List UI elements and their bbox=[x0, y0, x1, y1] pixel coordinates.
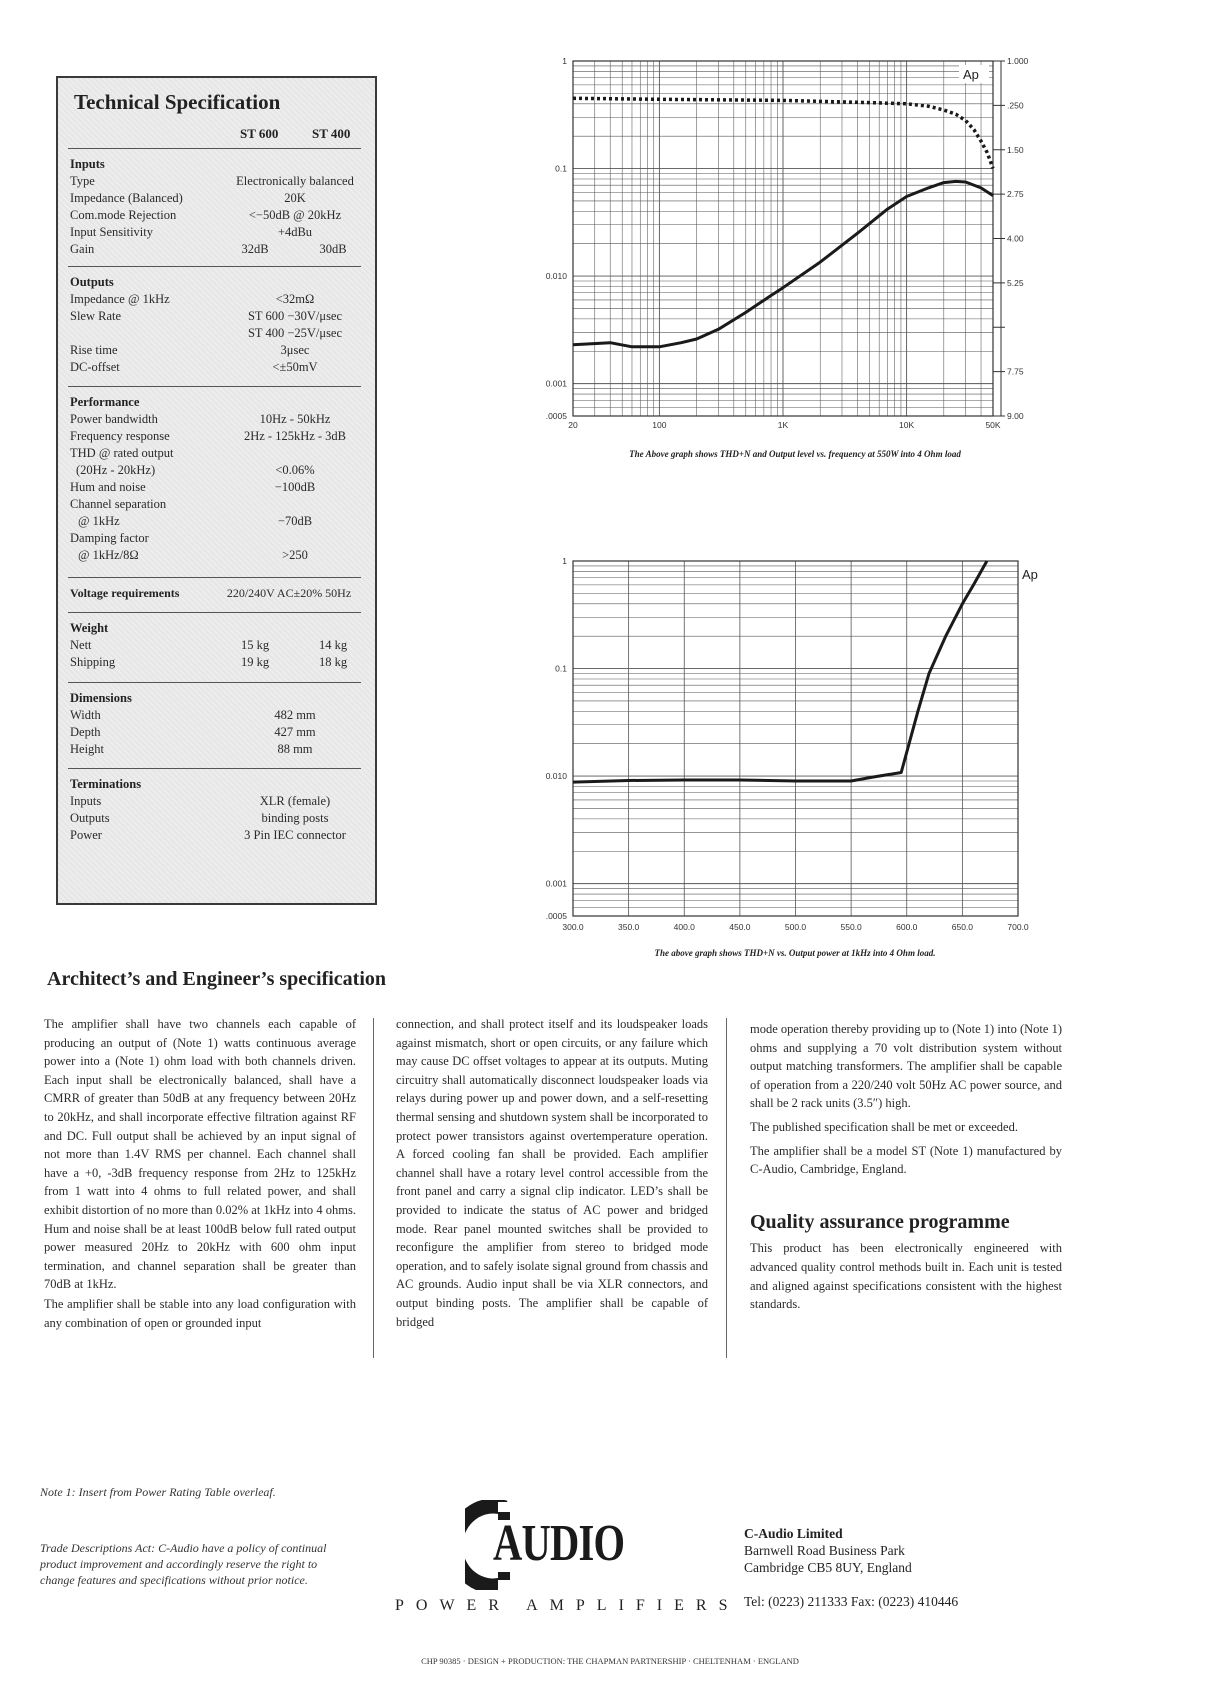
spec-row bbox=[70, 479, 363, 496]
note-1: Note 1: Insert from Power Rating Table overleaf. bbox=[40, 1485, 276, 1499]
y-tick-label: 0.1 bbox=[555, 663, 567, 674]
spec-section-inputs bbox=[70, 156, 363, 258]
section-heading: Inputs bbox=[70, 157, 105, 171]
spec-label: Inputs bbox=[70, 794, 102, 808]
x-tick-label: 450.0 bbox=[729, 922, 751, 932]
section-heading: Dimensions bbox=[70, 691, 132, 705]
spec-label: Com.mode Rejection bbox=[70, 208, 177, 222]
spec-value: <32mΩ bbox=[275, 292, 315, 306]
spec-value: >250 bbox=[282, 548, 308, 562]
spec-row bbox=[70, 241, 363, 258]
logo-text: AUDIO bbox=[493, 1515, 625, 1572]
architect-column-2 bbox=[396, 1015, 708, 1336]
secondary-y-tick-label: 1.50 bbox=[1007, 144, 1024, 155]
c-audio-logo bbox=[465, 1500, 635, 1590]
production-credit: CHP 90385 · DESIGN + PRODUCTION: THE CHAPMAN PARTNERSHIP · CHELTENHAM · ENGLAND bbox=[421, 1656, 799, 1666]
spec-row bbox=[70, 224, 363, 241]
spec-label: Channel separation bbox=[70, 497, 167, 511]
spec-label: Impedance @ 1kHz bbox=[70, 292, 170, 306]
divider bbox=[68, 386, 361, 387]
spec-value: 2Hz - 125kHz - 3dB bbox=[243, 429, 347, 443]
chart-caption: The Above graph shows THD+N and Output level vs. frequency at 550W into 4 Ohm load bbox=[629, 449, 961, 459]
company-address bbox=[744, 1525, 958, 1610]
y-tick-label: .0005 bbox=[545, 411, 567, 421]
spec-row bbox=[70, 173, 363, 190]
spec-row bbox=[70, 827, 363, 844]
spec-label: Height bbox=[70, 742, 105, 756]
thd-vs-frequency-plot bbox=[535, 55, 1055, 435]
y-tick-label: 0.001 bbox=[545, 378, 567, 389]
x-tick-label: 300.0 bbox=[562, 922, 584, 932]
thd-vs-frequency-chart bbox=[535, 55, 1055, 459]
spec-row bbox=[70, 359, 363, 376]
spec-value: 220/240V AC±20% 50Hz bbox=[226, 586, 352, 600]
divider bbox=[68, 682, 361, 683]
spec-label: @ 1kHz/8Ω bbox=[78, 548, 139, 562]
paragraph: connection, and shall protect itself and its loudspeaker loads against mismatch, short or open circuits, or any failure which may cause DC offset voltages to appear at its outputs. Muting circuitry shall automatically disconnect loudspeaker loads via relays during power up and power down, and a self-resetting thermal sensing and shutdown system shall be incorporated to protect power transistors against overtemperature operation. A forced cooling fan shall be provided. Each amplifier channel shall have a rotary level control accessible from the front panel and carry a signal clip indicator. LED’s shall be provided to indicate the status of AC power and bridged mode. Rear panel mounted switches shall be provided to reconfigure the amplifier from stereo to bridged mode operation, and to safely isolate signal ground from chassis and AC grounds. Audio input shall be via XLR connectors, and output binding posts. The amplifier shall be capable of bridged bbox=[396, 1017, 708, 1329]
paragraph: This product has been electronically engineered with advanced quality control methods built in. Each unit is tested and aligned against specifications consistent with the highest standards. bbox=[750, 1241, 1062, 1312]
spec-value-st600: 32dB bbox=[241, 242, 269, 256]
architect-column-1 bbox=[44, 1015, 356, 1337]
spec-label: Nett bbox=[70, 638, 92, 652]
spec-value: 482 mm bbox=[274, 708, 316, 722]
section-heading: Weight bbox=[70, 621, 109, 635]
spec-row bbox=[70, 793, 363, 810]
secondary-y-tick-label: 1.000 bbox=[1007, 56, 1029, 66]
contact-numbers: Tel: (0223) 211333 Fax: (0223) 410446 bbox=[744, 1594, 959, 1609]
spec-row bbox=[70, 530, 363, 547]
technical-specification-panel bbox=[56, 76, 377, 905]
secondary-y-tick-label: 7.75 bbox=[1007, 366, 1024, 377]
paragraph: mode operation thereby providing up to (Note 1) into (Note 1) ohms and supplying a 70 volt distribution system without output matching transformers. The amplifier shall be capable of operation from a 220/240 volt 50Hz AC power source, and shall be 2 rack units (3.5″) high. bbox=[750, 1022, 1062, 1111]
x-tick-label: 650.0 bbox=[951, 922, 974, 932]
spec-label: Impedance (Balanced) bbox=[70, 191, 183, 205]
spec-section-performance bbox=[70, 394, 363, 564]
spec-row bbox=[70, 513, 363, 530]
company-name: C-Audio Limited bbox=[744, 1526, 843, 1541]
spec-label: (20Hz - 20kHz) bbox=[76, 463, 156, 477]
spec-label: Damping factor bbox=[70, 531, 149, 545]
spec-row bbox=[70, 462, 363, 479]
quality-assurance-heading: Quality assurance programme bbox=[750, 1210, 1010, 1233]
spec-value: binding posts bbox=[261, 811, 329, 825]
divider bbox=[68, 148, 361, 149]
divider bbox=[68, 577, 361, 578]
paragraph: The amplifier shall be a model ST (Note 1) manufactured by C-Audio, Cambridge, England. bbox=[750, 1143, 1062, 1177]
spec-value: <−50dB @ 20kHz bbox=[248, 208, 342, 222]
spec-row bbox=[70, 496, 363, 513]
spec-label: Hum and noise bbox=[70, 480, 146, 494]
x-tick-label: 550.0 bbox=[840, 922, 862, 932]
spec-value: <±50mV bbox=[272, 360, 318, 374]
secondary-y-tick-label: 4.00 bbox=[1007, 233, 1024, 244]
paragraph: The published specification shall be met or exceeded. bbox=[750, 1119, 1018, 1134]
x-tick-label: 350.0 bbox=[617, 922, 640, 932]
spec-section-outputs bbox=[70, 274, 363, 376]
spec-value-st600: 15 kg bbox=[240, 638, 270, 652]
spec-row bbox=[70, 654, 363, 671]
x-tick-label: 400.0 bbox=[673, 922, 695, 932]
spec-title: Technical Specification bbox=[74, 90, 281, 114]
spec-value: 3 Pin IEC connector bbox=[244, 828, 346, 842]
spec-label: Power bbox=[70, 828, 102, 842]
spec-row bbox=[70, 428, 363, 445]
series-line-thd-n bbox=[573, 561, 987, 782]
spec-value-st400: 14 kg bbox=[318, 638, 348, 652]
y-tick-label: 0.1 bbox=[555, 163, 567, 174]
trade-descriptions-note: Trade Descriptions Act: C-Audio have a policy of continual product improvement and accordingly reserve the right to change features and specifications without prior notice. bbox=[40, 1541, 327, 1587]
x-tick-label: 700.0 bbox=[1007, 922, 1029, 932]
address-line-2: Cambridge CB5 8UY, England bbox=[744, 1560, 912, 1575]
tagline: POWER AMPLIFIERS bbox=[395, 1597, 740, 1614]
x-tick-label: 100 bbox=[652, 420, 667, 430]
spec-label: Power bandwidth bbox=[70, 412, 158, 426]
spec-value: 3μsec bbox=[280, 343, 310, 357]
spec-section-voltage bbox=[70, 585, 363, 602]
spec-value: −100dB bbox=[274, 480, 316, 494]
section-heading: Outputs bbox=[70, 275, 114, 289]
column-divider bbox=[726, 1018, 727, 1358]
y-tick-label: 0.010 bbox=[545, 271, 567, 282]
spec-value: XLR (female) bbox=[259, 794, 331, 808]
secondary-y-tick-label: 9.00 bbox=[1007, 411, 1024, 421]
spec-label: Width bbox=[70, 708, 101, 722]
spec-value: 88 mm bbox=[277, 742, 313, 756]
x-tick-label: 10K bbox=[899, 420, 915, 430]
x-tick-label: 600.0 bbox=[896, 922, 918, 932]
spec-row bbox=[70, 707, 363, 724]
spec-value: −70dB bbox=[277, 514, 313, 528]
x-tick-label: 20 bbox=[568, 420, 578, 430]
spec-label: @ 1kHz bbox=[78, 514, 120, 528]
spec-label: Slew Rate bbox=[70, 309, 122, 323]
column-header-st600: ST 600 bbox=[240, 126, 279, 141]
spec-value-st400: 18 kg bbox=[318, 655, 348, 669]
spec-section-weight bbox=[70, 620, 363, 671]
spec-label: DC-offset bbox=[70, 360, 120, 374]
spec-value-st400: 30dB bbox=[319, 242, 347, 256]
spec-row bbox=[70, 445, 363, 462]
secondary-y-tick-label: 5.25 bbox=[1007, 277, 1024, 288]
spec-value: <0.06% bbox=[275, 463, 315, 477]
column-divider bbox=[373, 1018, 374, 1358]
spec-value: ST 600 −30V/μsec bbox=[247, 309, 343, 323]
y-tick-label: 0.001 bbox=[545, 878, 567, 889]
divider bbox=[68, 266, 361, 267]
spec-value: 427 mm bbox=[274, 725, 316, 739]
spec-value: Electronically balanced bbox=[236, 174, 354, 188]
architect-spec-heading: Architect’s and Engineer’s specification bbox=[47, 968, 387, 990]
section-heading: Terminations bbox=[70, 777, 142, 791]
column-header-st400: ST 400 bbox=[312, 126, 351, 141]
paragraph: The amplifier shall have two channels each capable of producing an output of (Note 1) watts continuous average power into a (Note 1) ohm load with both channels driven. Each input shall be electronically balanced, shall have a CMRR of greater than 50dB at any frequency between 20Hz to 20kHz, and shall incorporate effective filtration against RF and DC. Full output shall be achieved by an input signal of not more than 1.4V RMS per channel. Each channel shall have a +0, -3dB frequency response from 2Hz to 125kHz from 1 watt into 4 ohms to full related power, and shall exhibit distortion of no more than 0.02% at 1kHz into 4 ohms. Hum and noise shall be at least 100dB below full rated output power measured 20Hz to 20kHz with 600 ohm input termination, and channel separation shall be greater than 70dB at 1kHz. bbox=[44, 1017, 356, 1292]
spec-label: Shipping bbox=[70, 655, 116, 669]
spec-label: Voltage requirements bbox=[70, 586, 180, 600]
spec-row bbox=[70, 724, 363, 741]
spec-label: Rise time bbox=[70, 343, 118, 357]
ap-badge: Ap bbox=[963, 67, 979, 82]
spec-row bbox=[70, 291, 363, 308]
x-tick-label: 500.0 bbox=[784, 922, 807, 932]
spec-label: Gain bbox=[70, 242, 95, 256]
spec-row bbox=[70, 325, 363, 342]
secondary-y-tick-label: 2.75 bbox=[1007, 189, 1024, 200]
spec-value: ST 400 −25V/μsec bbox=[247, 326, 343, 340]
architect-column-3 bbox=[750, 1020, 1062, 1319]
spec-value: +4dBu bbox=[277, 225, 313, 239]
y-tick-label: 1 bbox=[562, 56, 567, 66]
thd-vs-power-chart bbox=[535, 555, 1055, 965]
x-tick-label: 1K bbox=[777, 420, 789, 430]
thd-vs-power-plot bbox=[535, 555, 1055, 935]
spec-label: Frequency response bbox=[70, 429, 170, 443]
spec-label: THD @ rated output bbox=[70, 446, 174, 460]
ap-badge: Ap bbox=[1022, 567, 1038, 582]
spec-row bbox=[70, 411, 363, 428]
paragraph: The amplifier shall be stable into any load configuration with any combination of open or grounded input bbox=[44, 1296, 356, 1330]
spec-label: Input Sensitivity bbox=[70, 225, 153, 239]
spec-row bbox=[70, 637, 363, 654]
spec-label: Outputs bbox=[70, 811, 110, 825]
spec-row bbox=[70, 741, 363, 758]
y-tick-label: 0.010 bbox=[545, 771, 567, 782]
divider bbox=[68, 768, 361, 769]
address-line-1: Barnwell Road Business Park bbox=[744, 1543, 905, 1558]
spec-value-st600: 19 kg bbox=[240, 655, 270, 669]
spec-label: Type bbox=[70, 174, 95, 188]
x-tick-label: 50K bbox=[985, 420, 1001, 430]
spec-value: 10Hz - 50kHz bbox=[259, 412, 331, 426]
spec-row bbox=[70, 207, 363, 224]
spec-section-dimensions bbox=[70, 690, 363, 758]
spec-section-terminations bbox=[70, 776, 363, 844]
spec-row bbox=[70, 585, 363, 602]
divider bbox=[68, 612, 361, 613]
y-tick-label: .0005 bbox=[545, 911, 567, 921]
chart-caption: The above graph shows THD+N vs. Output power at 1kHz into 4 Ohm load. bbox=[654, 948, 936, 958]
y-tick-label: 1 bbox=[562, 556, 567, 566]
secondary-y-tick-label: .250 bbox=[1007, 100, 1024, 111]
section-heading: Performance bbox=[70, 395, 140, 409]
spec-row bbox=[70, 190, 363, 207]
spec-row bbox=[70, 810, 363, 827]
spec-row bbox=[70, 342, 363, 359]
spec-row bbox=[70, 547, 363, 564]
spec-row bbox=[70, 308, 363, 325]
spec-value: 20K bbox=[284, 191, 306, 205]
spec-label: Depth bbox=[70, 725, 101, 739]
